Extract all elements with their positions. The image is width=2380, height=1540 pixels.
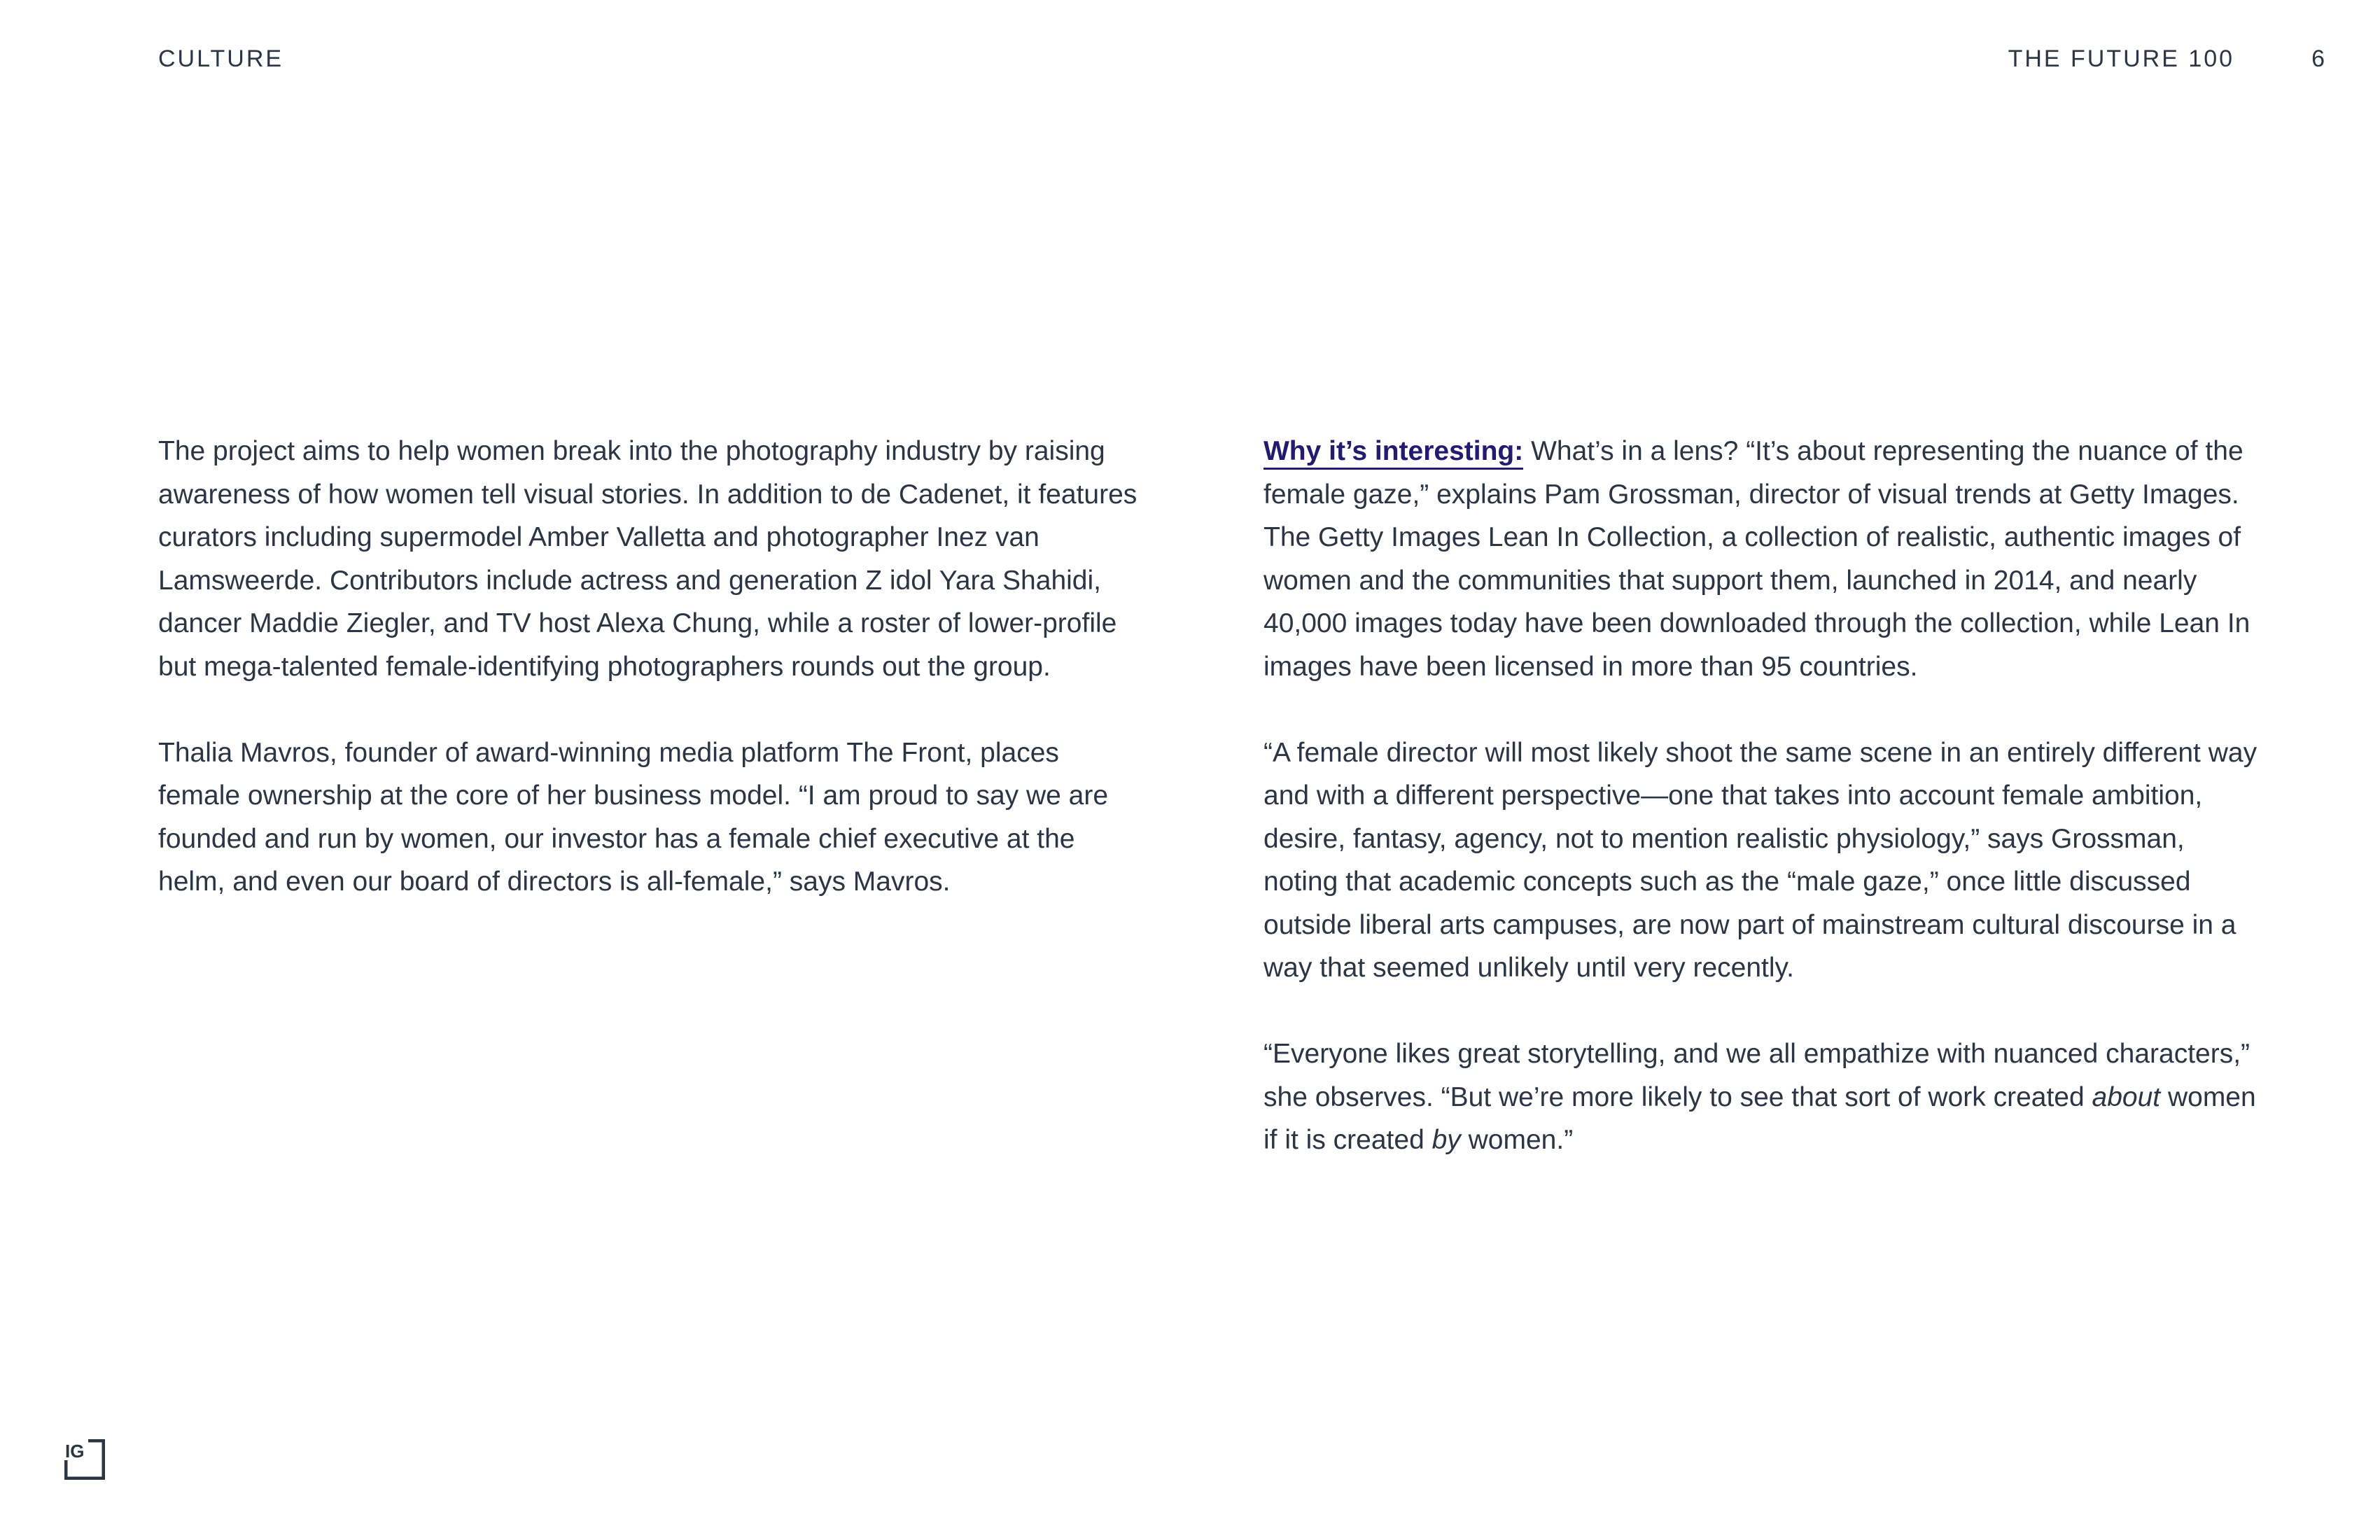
paragraph-text: women if it is created bbox=[1264, 1082, 2256, 1155]
paragraph-text: “Everyone likes great storytelling, and we all empathize with nuanced characters,” she observes. “But we’re more likely to see that sort of work created bbox=[1264, 1039, 2250, 1112]
page-number: 6 bbox=[2311, 46, 2327, 72]
paragraph: “A female director will most likely shoot the same scene in an entirely different way and with a different perspective—one that takes into account female ambition, desire, fantasy, agency, not to mention realistic physiology,” says Grossman, noting that academic concepts such as the “male gaze,” once little discussed outside liberal arts campuses, are now part of mainstream cultural discourse in a way that seemed unlikely until very recently. bbox=[1264, 737, 2258, 983]
left-column bbox=[158, 430, 1138, 946]
logo-text: IG bbox=[65, 1441, 85, 1462]
publication-title: THE FUTURE 100 bbox=[2008, 46, 2235, 72]
running-header bbox=[2008, 45, 2327, 73]
paragraph: The project aims to help women break into the photography industry by raising awareness of how women tell visual stories. In addition to de Cadenet, it features curators including supermodel Amber Valletta and photographer Inez van Lamsweerde. Contributors include actress and generation Z idol Yara Shahidi, dancer Maddie Ziegler, and TV host Alexa Chung, while a roster of lower-profile but mega-talented female-identifying photographers rounds out the group. bbox=[158, 436, 1138, 682]
right-column bbox=[1264, 430, 2258, 1205]
paragraph bbox=[1264, 430, 2258, 688]
paragraph-text: women.” bbox=[1460, 1125, 1574, 1155]
ig-logo-icon bbox=[64, 1439, 105, 1480]
emphasis-text: by bbox=[1432, 1125, 1461, 1155]
paragraph: Thalia Mavros, founder of award-winning media platform The Front, places female ownership at the core of her business model. “I am proud to say we are founded and run by women, our investor has a female chief executive at the helm, and even our board of directors is all-female,” says Mavros. bbox=[158, 737, 1109, 897]
section-label: CULTURE bbox=[158, 46, 284, 72]
callout-label: Why it’s interesting: bbox=[1264, 436, 1523, 470]
emphasis-text: about bbox=[2092, 1082, 2161, 1112]
paragraph-text: What’s in a lens? “It’s about representing the nuance of the female gaze,” explains Pam Grossman, director of visual trends at Getty Images. The Getty Images Lean In Collection, a collection of realistic, authentic images of women and the communities that support them, launched in 2014, and nearly 40,000 images today have been downloaded through the collection, while Lean In images have been licensed in more than 95 countries. bbox=[1264, 436, 2250, 682]
paragraph bbox=[1264, 1032, 2258, 1162]
